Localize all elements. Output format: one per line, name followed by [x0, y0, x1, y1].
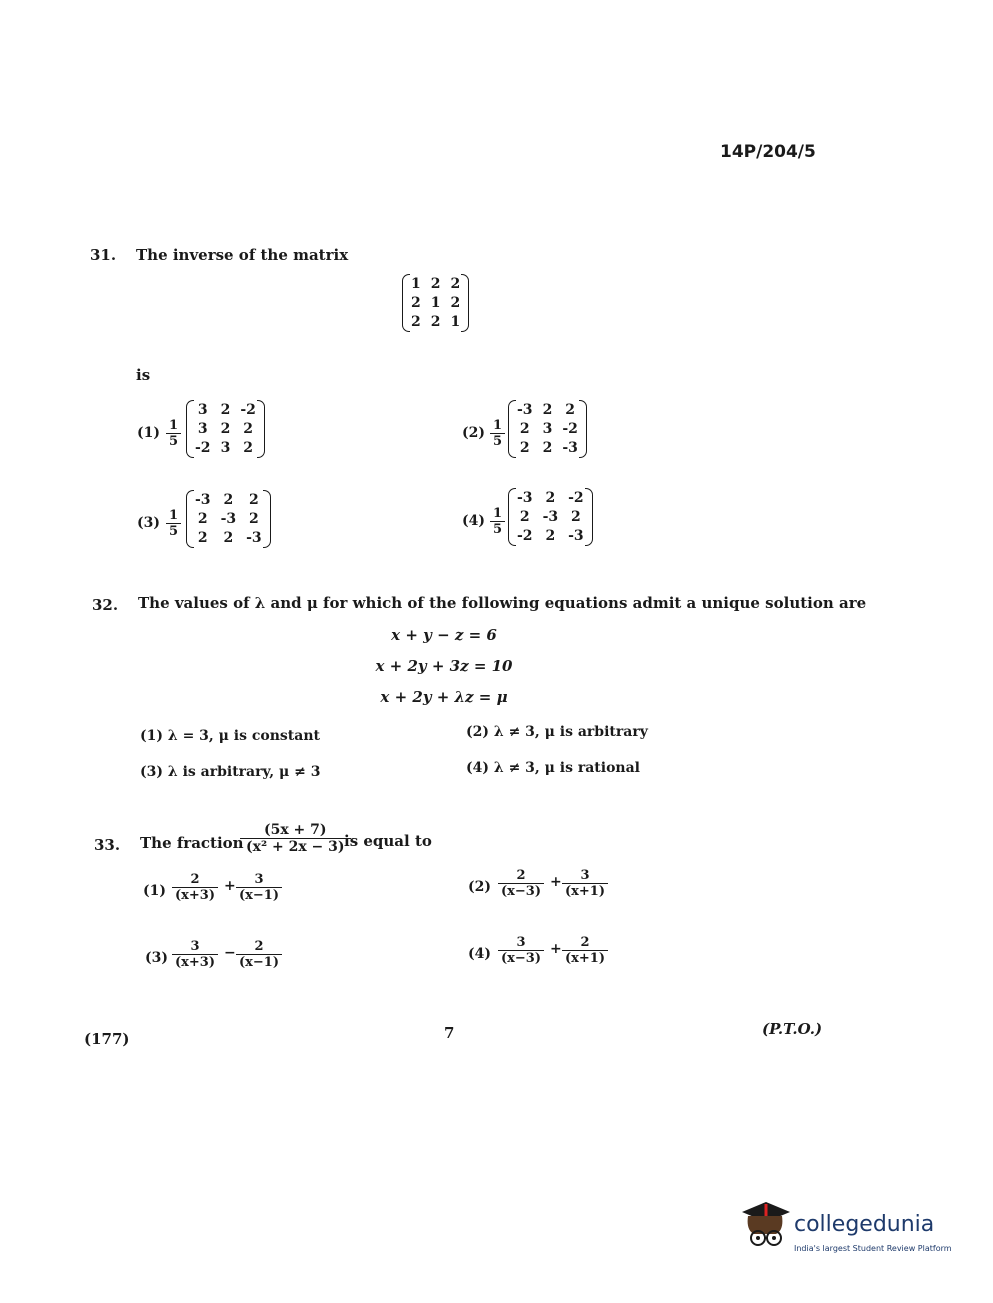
- q33-option-3-term-2: $\frac{2}{(x-1)}$: [236, 939, 282, 970]
- watermark-tagline: India's largest Student Review Platform: [794, 1244, 952, 1253]
- q31-option-1-label: (1): [137, 425, 160, 441]
- q33-option-1-operator: +: [224, 878, 236, 894]
- q32-equation-1: x + y − z = 6: [391, 626, 497, 644]
- q33-option-2-label: (2): [468, 879, 491, 895]
- q33-option-2-term-2: $\frac{3}{(x+1)}$: [562, 868, 608, 899]
- pto-label: (P.T.O.): [762, 1020, 823, 1038]
- q33-text-before: The fraction: [140, 834, 244, 852]
- q31-matrix: 1 2 2 2 1 2 2 2 1: [402, 274, 469, 332]
- q31-option-2-label: (2): [462, 425, 485, 441]
- q32-number: 32.: [92, 596, 119, 614]
- q31-number: 31.: [90, 246, 117, 264]
- q33-option-4-label: (4): [468, 946, 491, 962]
- q33-option-3-label: (3): [145, 950, 168, 966]
- q33-option-4-term-1: $\frac{3}{(x-3)}$: [498, 935, 544, 966]
- q33-option-4-term-2: $\frac{2}{(x+1)}$: [562, 935, 608, 966]
- q33-text-after: is equal to: [344, 832, 432, 850]
- q31-option-3-scalar: $\frac{1}{5}$: [166, 508, 181, 539]
- q32-option-2: (2) λ ≠ 3, μ is arbitrary: [466, 724, 648, 740]
- q31-option-4-scalar: $\frac{1}{5}$: [490, 506, 505, 537]
- page-number: 7: [444, 1024, 455, 1042]
- q33-option-4-operator: +: [550, 941, 562, 957]
- q31-option-4-label: (4): [462, 513, 485, 529]
- q33-option-2-operator: +: [550, 874, 562, 890]
- q33-option-1-label: (1): [143, 883, 166, 899]
- q33-option-3-operator: −: [224, 945, 236, 961]
- q33-option-1-term-2: $\frac{3}{(x-1)}$: [236, 872, 282, 903]
- q33-option-3-term-1: $\frac{3}{(x+3)}$: [172, 939, 218, 970]
- q33-fraction: $\frac{(5x + 7)}{\text{(x² + 2x − 3)}}$: [240, 822, 351, 855]
- footer-code: (177): [84, 1030, 130, 1048]
- q31-option-3-label: (3): [137, 515, 160, 531]
- q31-option-2-matrix: -3 2 2 2 3 -2 2 2 -3: [508, 400, 587, 458]
- q33-option-1-term-1: $\frac{2}{(x+3)}$: [172, 872, 218, 903]
- q31-option-1-scalar: $\frac{1}{5}$: [166, 418, 181, 449]
- q32-option-4: (4) λ ≠ 3, μ is rational: [466, 760, 640, 776]
- q32-option-3: (3) λ is arbitrary, μ ≠ 3: [140, 764, 321, 780]
- q31-option-1-matrix: 3 2 -2 3 2 2 -2 3 2: [186, 400, 265, 458]
- q31-is-label: is: [136, 366, 151, 384]
- q33-number: 33.: [94, 836, 121, 854]
- collegedunia-logo-icon: [736, 1196, 794, 1254]
- q31-option-3-matrix: -3 2 2 2 -3 2 2 2 -3: [186, 490, 271, 548]
- q32-option-1: (1) λ = 3, μ is constant: [140, 728, 320, 744]
- q31-text: The inverse of the matrix: [136, 246, 349, 264]
- q31-option-4-matrix: -3 2 -2 2 -3 2 -2 2 -3: [508, 488, 593, 546]
- q32-text: The values of λ and μ for which of the following equations admit a unique solution are: [138, 594, 867, 612]
- q32-equation-3: x + 2y + λz = μ: [380, 688, 508, 706]
- q31-option-2-scalar: $\frac{1}{5}$: [490, 418, 505, 449]
- paper-code: 14P/204/5: [720, 142, 816, 162]
- q33-option-2-term-1: $\frac{2}{(x-3)}$: [498, 868, 544, 899]
- watermark-brand: collegedunia: [794, 1212, 935, 1237]
- q32-equation-2: x + 2y + 3z = 10: [375, 657, 513, 675]
